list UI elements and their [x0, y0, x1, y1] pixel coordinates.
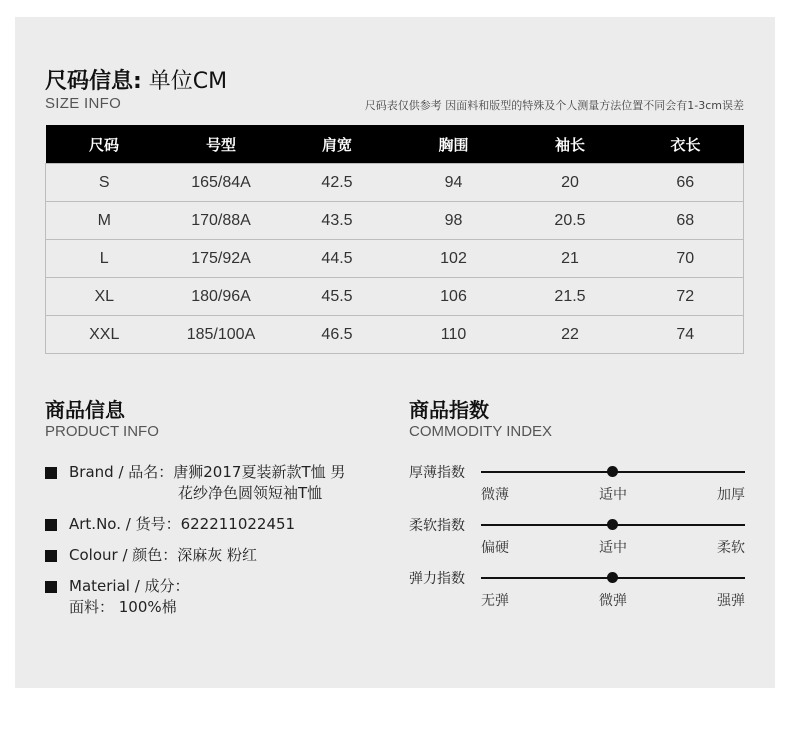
cell-size: L: [46, 240, 163, 278]
size-info-unit: 单位CM: [141, 69, 228, 94]
col-header-chest: 胸围: [395, 125, 513, 164]
index-tick-low: 微薄: [481, 487, 509, 503]
col-header-model: 号型: [163, 125, 280, 164]
commodity-index-title: 商品指数: [409, 398, 489, 422]
product-brand-line2: 花纱净色圆领短袖T恤: [178, 484, 323, 502]
product-material: [45, 576, 190, 618]
col-header-sleeve: 袖长: [513, 125, 628, 164]
index-elasticity: [409, 568, 745, 618]
index-tick-mid: 适中: [599, 540, 627, 556]
cell-sleeve: 21.5: [513, 278, 628, 316]
index-level-dot-icon: [607, 572, 618, 583]
table-row: [46, 316, 744, 354]
cell-model: 165/84A: [163, 164, 280, 202]
index-level-dot-icon: [607, 519, 618, 530]
col-header-shoulder: 肩宽: [280, 125, 395, 164]
size-info-note: 尺码表仅供参考 因面料和版型的特殊及个人测量方法位置不同会有1-3cm误差: [364, 99, 744, 112]
cell-chest: 94: [395, 164, 513, 202]
size-info-title: [45, 64, 227, 95]
square-bullet-icon: [45, 581, 57, 593]
size-info-title-label: 尺码信息:: [45, 69, 142, 94]
product-artno-text: Art.No. / 货号：622211022451: [69, 515, 296, 533]
cell-sleeve: 22: [513, 316, 628, 354]
cell-length: 68: [628, 202, 744, 240]
col-header-size: 尺码: [46, 125, 163, 164]
cell-model: 180/96A: [163, 278, 280, 316]
cell-chest: 102: [395, 240, 513, 278]
cell-length: 74: [628, 316, 744, 354]
product-info-title: 商品信息: [45, 398, 125, 422]
cell-length: 72: [628, 278, 744, 316]
product-material-line1: Material / 成分：: [69, 577, 190, 595]
index-thickness: [409, 462, 745, 512]
index-tick-high: 加厚: [717, 487, 745, 503]
size-table-header-row: [46, 125, 744, 164]
cell-sleeve: 21: [513, 240, 628, 278]
cell-chest: 110: [395, 316, 513, 354]
product-info-subtitle: PRODUCT INFO: [45, 423, 159, 440]
cell-chest: 106: [395, 278, 513, 316]
index-tick-mid: 微弹: [599, 593, 627, 609]
cell-length: 66: [628, 164, 744, 202]
index-label: 厚薄指数: [409, 465, 465, 481]
cell-model: 170/88A: [163, 202, 280, 240]
square-bullet-icon: [45, 519, 57, 531]
table-row: [46, 202, 744, 240]
product-brand-line1: Brand / 品名：唐狮2017夏装新款T恤 男: [69, 463, 346, 481]
cell-shoulder: 42.5: [280, 164, 395, 202]
cell-model: 175/92A: [163, 240, 280, 278]
index-label: 柔软指数: [409, 518, 465, 534]
cell-size: M: [46, 202, 163, 240]
table-row: [46, 240, 744, 278]
cell-sleeve: 20: [513, 164, 628, 202]
index-level-dot-icon: [607, 466, 618, 477]
square-bullet-icon: [45, 467, 57, 479]
cell-shoulder: 46.5: [280, 316, 395, 354]
index-tick-mid: 适中: [599, 487, 627, 503]
index-tick-high: 柔软: [717, 540, 745, 556]
index-tick-low: 无弹: [481, 593, 509, 609]
cell-shoulder: 45.5: [280, 278, 395, 316]
size-table: [45, 125, 744, 354]
cell-sleeve: 20.5: [513, 202, 628, 240]
size-info-subtitle: SIZE INFO: [45, 95, 122, 112]
cell-chest: 98: [395, 202, 513, 240]
col-header-length: 衣长: [628, 125, 744, 164]
index-softness: [409, 515, 745, 565]
cell-model: 185/100A: [163, 316, 280, 354]
product-artno: [45, 514, 295, 535]
index-label: 弹力指数: [409, 571, 465, 587]
cell-shoulder: 43.5: [280, 202, 395, 240]
table-row: [46, 278, 744, 316]
cell-size: S: [46, 164, 163, 202]
cell-length: 70: [628, 240, 744, 278]
index-tick-high: 强弹: [717, 593, 745, 609]
cell-size: XXL: [46, 316, 163, 354]
commodity-index-subtitle: COMMODITY INDEX: [409, 423, 553, 440]
product-material-line2: 面料： 100%棉: [69, 598, 177, 616]
product-brand: [45, 462, 345, 504]
product-colour-text: Colour / 颜色：深麻灰 粉红: [69, 546, 258, 564]
index-tick-low: 偏硬: [481, 540, 509, 556]
cell-size: XL: [46, 278, 163, 316]
product-colour: [45, 545, 257, 566]
table-row: [46, 164, 744, 202]
cell-shoulder: 44.5: [280, 240, 395, 278]
square-bullet-icon: [45, 550, 57, 562]
